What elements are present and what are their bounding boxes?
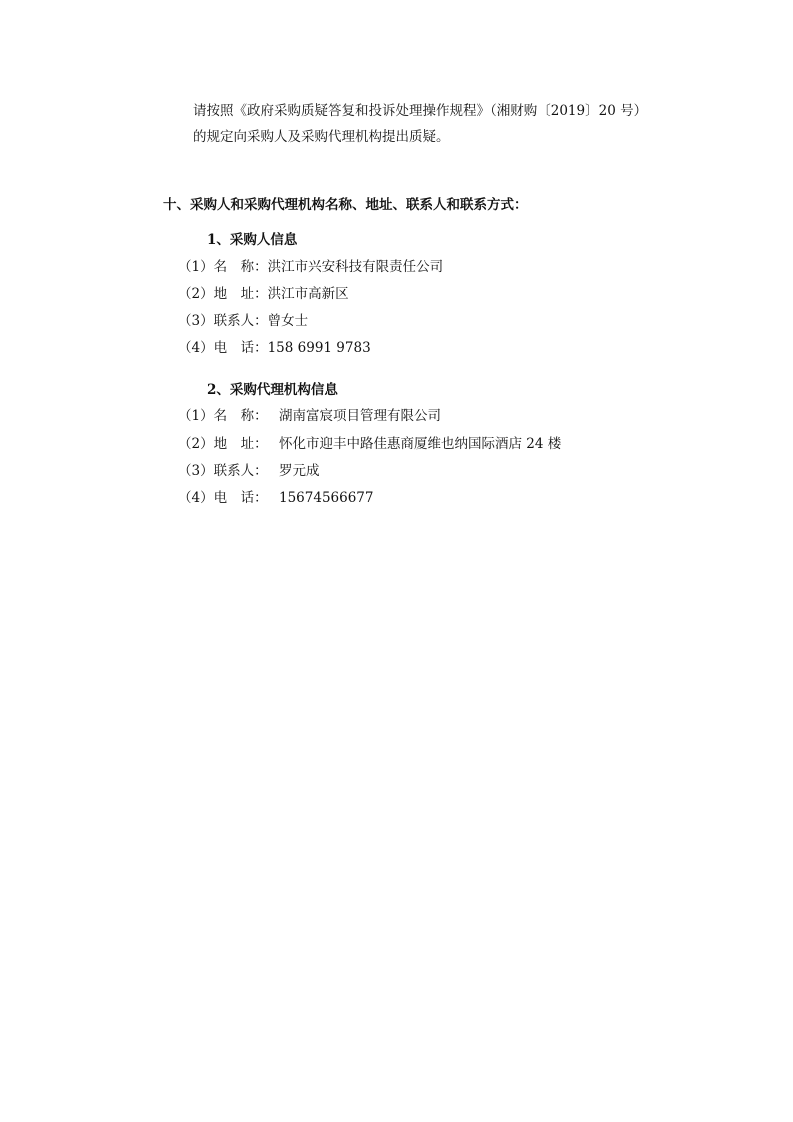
section-heading: 十、采购人和采购代理机构名称、地址、联系人和联系方式： [163, 197, 528, 213]
purchaser-contact-label: （3）联系人： [178, 313, 268, 329]
purchaser-address-row [178, 284, 349, 304]
agency-name-value: 湖南富宸项目管理有限公司 [279, 408, 441, 424]
intro-line-2: 的规定向采购人及采购代理机构提出质疑。 [193, 129, 450, 145]
purchaser-address-value: 洪江市高新区 [267, 286, 349, 302]
agency-contact-value: 罗元成 [279, 463, 320, 479]
agency-name-label: （1）名 称： [178, 408, 268, 424]
purchaser-phone-row [178, 338, 371, 358]
purchaser-contact-row [178, 311, 308, 331]
agency-phone-label: （4）电 话： [178, 490, 268, 506]
purchaser-contact-value: 曾女士 [267, 313, 309, 329]
purchaser-address-label: （2）地 址： [178, 286, 268, 302]
purchaser-name-value: 洪江市兴安科技有限责任公司 [267, 259, 444, 275]
agency-address-row [178, 434, 561, 454]
purchaser-name-label: （1）名 称： [178, 259, 268, 275]
agency-address-value: 怀化市迎丰中路佳惠商厦维也纳国际酒店 24 楼 [279, 436, 562, 452]
agency-phone-value: 15674566677 [279, 490, 374, 506]
agency-heading: 2、采购代理机构信息 [207, 382, 338, 398]
agency-contact-row [178, 461, 320, 481]
intro-line-1: 请按照《政府采购质疑答复和投诉处理操作规程》（湘财购〔2019〕20 号） [193, 103, 648, 119]
agency-contact-label: （3）联系人： [178, 463, 268, 479]
purchaser-name-row [178, 257, 443, 277]
agency-phone-row [178, 488, 373, 508]
purchaser-heading: 1、采购人信息 [207, 232, 298, 248]
agency-name-row [178, 406, 441, 426]
purchaser-phone-value: 158 6991 9783 [267, 340, 371, 356]
agency-address-label: （2）地 址： [178, 436, 268, 452]
purchaser-phone-label: （4）电 话： [178, 340, 268, 356]
